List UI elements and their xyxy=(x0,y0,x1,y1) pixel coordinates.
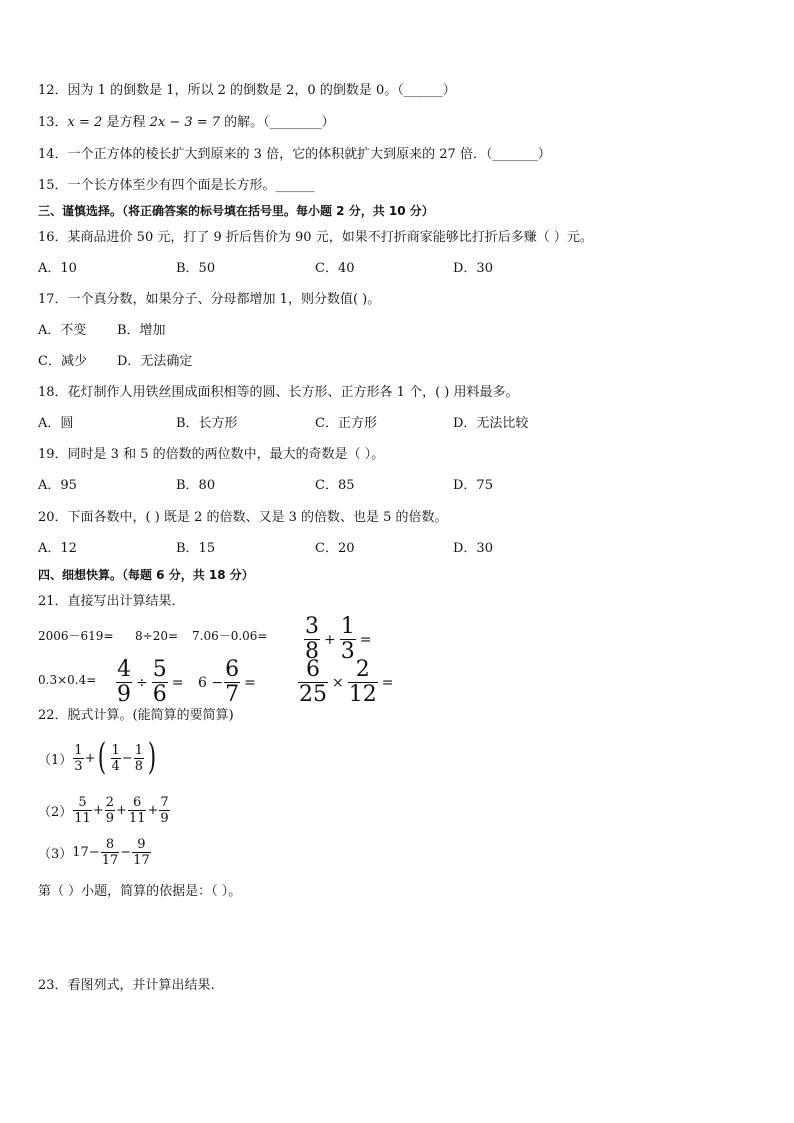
denominator: 12 xyxy=(348,682,377,707)
denominator: 6 xyxy=(152,682,167,707)
fraction xyxy=(340,616,356,663)
operator: − xyxy=(121,750,133,766)
numerator: 1 xyxy=(74,742,83,758)
q18-option-a: A．圆 xyxy=(38,416,74,431)
section-3-heading: 三、谨慎选择。（将正确答案的标号填在括号里。每小题 2 分，共 10 分） xyxy=(38,204,434,218)
part-label: （2） xyxy=(38,805,73,820)
q20-option-d: D．30 xyxy=(453,541,493,556)
q21-item-h xyxy=(297,659,396,706)
fraction xyxy=(73,796,92,825)
q19-option-a: A．95 xyxy=(38,478,77,493)
denominator: 17 xyxy=(101,853,119,868)
fraction xyxy=(105,796,115,825)
operand: 17− xyxy=(72,845,100,860)
q21-item-d xyxy=(303,616,374,663)
denominator: 9 xyxy=(117,682,131,707)
question-12: 12．因为 1 的倒数是 1，所以 2 的倒数是 2，0 的倒数是 0。（______） xyxy=(38,83,456,98)
fraction xyxy=(224,659,240,706)
fraction xyxy=(132,838,151,867)
q19-option-c: C．85 xyxy=(315,478,355,493)
equals: = xyxy=(171,674,184,691)
denominator: 8 xyxy=(305,639,319,664)
q22-note: 第（ ）小题，简算的依据是：（ ）。 xyxy=(38,884,242,899)
q13-answer: 的解。（________） xyxy=(220,115,335,130)
question-16: 16．某商品进价 50 元，打了 9 折后售价为 90 元，如果不打折商家能够比打折后多赚（ ）元。 xyxy=(38,230,593,245)
q21-item-g xyxy=(198,659,259,706)
numerator: 6 xyxy=(133,795,142,810)
numerator: 6 xyxy=(225,657,240,682)
numerator: 9 xyxy=(137,837,146,852)
operator: + xyxy=(92,803,104,818)
denominator: 11 xyxy=(128,811,146,826)
part-label: （1） xyxy=(38,752,73,768)
question-17: 17．一个真分数，如果分子、分母都增加 1，则分数值( )。 xyxy=(38,292,381,307)
question-19: 19．同时是 3 和 5 的倍数的两位数中，最大的奇数是（ ）。 xyxy=(38,447,385,462)
fraction xyxy=(73,744,83,773)
fraction xyxy=(298,659,328,706)
q21-item-f xyxy=(115,659,186,706)
question-13 xyxy=(38,114,335,132)
denominator: 17 xyxy=(133,853,150,868)
question-15: 15．一个长方体至少有四个面是长方形。______ xyxy=(38,178,315,193)
question-21: 21．直接写出计算结果． xyxy=(38,594,185,609)
fraction xyxy=(134,744,144,773)
q21-item-e: 0.3×0.4= xyxy=(38,673,97,687)
equals: = xyxy=(381,674,394,691)
q13-number: 13． xyxy=(38,115,68,130)
numerator: 1 xyxy=(134,742,143,758)
operator: − xyxy=(120,845,132,860)
q20-option-b: B．15 xyxy=(176,541,216,556)
fraction xyxy=(116,659,132,706)
question-18: 18．花灯制作人用铁丝围成面积相等的圆、长方形、正方形各 1 个，( ) 用料最多。 xyxy=(38,385,519,400)
question-23: 23．看图列式，并计算出结果. xyxy=(38,978,215,993)
q21-item-b: 8÷20= xyxy=(135,629,179,643)
denominator: 8 xyxy=(134,758,143,774)
left-paren: ( xyxy=(98,737,107,778)
denominator: 9 xyxy=(160,811,169,826)
right-paren: ) xyxy=(147,737,157,778)
numerator: 6 xyxy=(306,657,320,682)
denominator: 9 xyxy=(105,811,115,826)
denominator: 3 xyxy=(74,758,83,774)
numerator: 1 xyxy=(340,614,355,639)
numerator: 2 xyxy=(105,795,115,810)
fraction xyxy=(152,659,168,706)
q22-part-1 xyxy=(38,737,159,778)
question-22: 22．脱式计算。(能简算的要简算) xyxy=(38,708,234,723)
denominator: 25 xyxy=(299,682,327,707)
fraction xyxy=(128,796,147,825)
q13-text: 是方程 xyxy=(102,115,150,130)
equals: = xyxy=(244,674,256,691)
operand: 6 − xyxy=(198,674,224,691)
q20-option-a: A．12 xyxy=(38,541,77,556)
q22-part-3 xyxy=(38,838,152,867)
equals: = xyxy=(359,631,372,648)
operator: ÷ xyxy=(136,674,148,691)
numerator: 2 xyxy=(355,657,370,682)
numerator: 1 xyxy=(111,742,120,758)
q19-option-b: B．80 xyxy=(176,478,216,493)
q17-option-c: C．减少 xyxy=(38,354,87,369)
fraction xyxy=(111,744,121,773)
denominator: 11 xyxy=(74,811,91,826)
q20-option-c: C．20 xyxy=(315,541,355,556)
q13-math: x = 2 xyxy=(67,115,103,130)
numerator: 8 xyxy=(105,837,115,852)
q22-part-2 xyxy=(38,796,171,825)
q17-option-d: D．无法确定 xyxy=(117,354,193,369)
operator: + xyxy=(84,750,96,766)
operator: + xyxy=(324,631,336,648)
numerator: 5 xyxy=(152,657,167,682)
q16-option-c: C．40 xyxy=(315,261,355,276)
fraction xyxy=(101,838,120,867)
q16-option-b: B．50 xyxy=(176,261,216,276)
part-label: （3） xyxy=(38,847,73,862)
operator: + xyxy=(147,803,159,818)
question-20: 20．下面各数中，( ) 既是 2 的倍数、又是 3 的倍数、也是 5 的倍数。 xyxy=(38,510,448,525)
fraction xyxy=(304,616,320,663)
operator: + xyxy=(116,803,127,818)
denominator: 4 xyxy=(111,758,120,774)
q19-option-d: D．75 xyxy=(453,478,493,493)
numerator: 3 xyxy=(305,614,319,639)
question-14: 14．一个正方体的棱长扩大到原来的 3 倍，它的体积就扩大到原来的 27 倍．（_______） xyxy=(38,147,551,162)
numerator: 4 xyxy=(117,657,131,682)
q13-equation: 2x − 3 = 7 xyxy=(149,115,221,130)
operator: × xyxy=(332,674,344,691)
q17-option-b: B．增加 xyxy=(117,323,166,338)
fraction xyxy=(348,659,378,706)
q17-option-a: A．不变 xyxy=(38,323,87,338)
q21-item-c: 7.06－0.06= xyxy=(192,629,268,643)
q21-item-a: 2006－619= xyxy=(38,629,114,643)
q18-option-d: D．无法比较 xyxy=(453,416,529,431)
numerator: 5 xyxy=(78,795,87,810)
q16-option-d: D．30 xyxy=(453,261,493,276)
numerator: 7 xyxy=(160,795,169,810)
q16-option-a: A．10 xyxy=(38,261,77,276)
q18-option-b: B．长方形 xyxy=(176,416,238,431)
q18-option-c: C．正方形 xyxy=(315,416,377,431)
fraction xyxy=(159,796,169,825)
denominator: 7 xyxy=(225,682,240,707)
denominator: 3 xyxy=(340,639,355,664)
section-4-heading: 四、细想快算。（每题 6 分，共 18 分） xyxy=(38,568,254,582)
